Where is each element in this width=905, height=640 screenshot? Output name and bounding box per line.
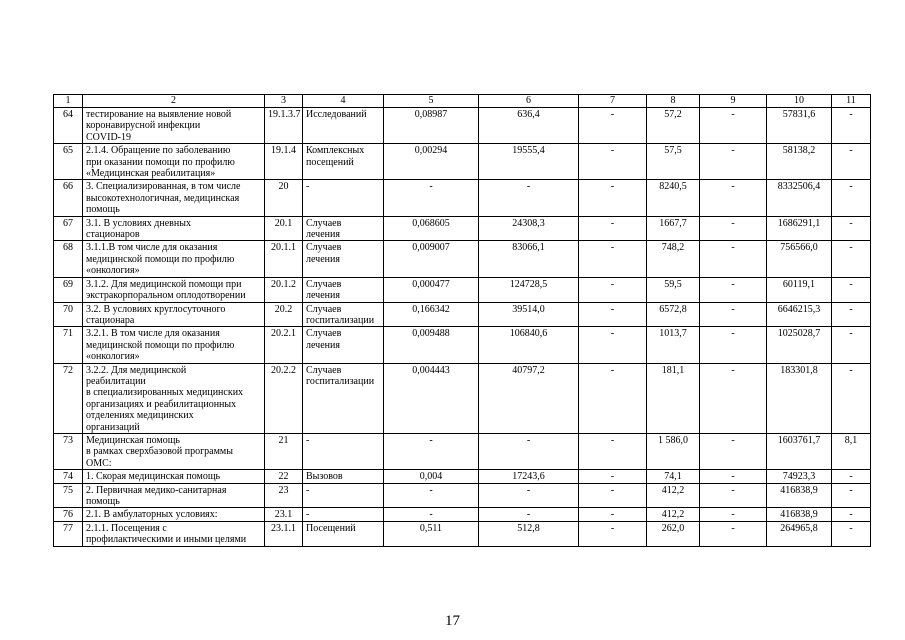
cell-col-9: - <box>700 327 767 363</box>
column-header-10: 10 <box>767 95 832 108</box>
cell-col-8: 1667,7 <box>647 216 700 241</box>
cell-cost: 636,4 <box>479 108 579 144</box>
cell-col-11: - <box>832 470 871 483</box>
cell-description: 3.1. В условиях дневных стационаров <box>83 216 265 241</box>
cell-col-8: 1 586,0 <box>647 433 700 469</box>
cell-code: 20.1.2 <box>265 277 303 302</box>
cell-cost: - <box>479 508 579 521</box>
column-header-5: 5 <box>384 95 479 108</box>
cell-code: 20.2 <box>265 302 303 327</box>
cell-col-7: - <box>579 108 647 144</box>
cell-col-11: - <box>832 108 871 144</box>
cell-col-11: - <box>832 216 871 241</box>
cell-cost: - <box>479 483 579 508</box>
table-row <box>54 363 871 433</box>
column-header-2: 2 <box>83 95 265 108</box>
cell-rate: 0,000477 <box>384 277 479 302</box>
cell-col-11: - <box>832 241 871 277</box>
cell-col-8: 8240,5 <box>647 180 700 216</box>
cell-description: Медицинская помощь в рамках сверхбазовой программы ОМС: <box>83 433 265 469</box>
cell-col-8: 1013,7 <box>647 327 700 363</box>
cell-col-9: - <box>700 508 767 521</box>
cell-col-11: - <box>832 521 871 546</box>
cell-cost: 17243,6 <box>479 470 579 483</box>
cell-col-11: 8,1 <box>832 433 871 469</box>
cell-description: 2.1.1. Посещения с профилактическими и иными целями <box>83 521 265 546</box>
cell-col-7: - <box>579 144 647 180</box>
cell-rate: 0,009488 <box>384 327 479 363</box>
cell-description: 3.2.1. В том числе для оказания медицинской помощи по профилю «онкология» <box>83 327 265 363</box>
cell-unit: - <box>303 180 384 216</box>
cell-rate: 0,009007 <box>384 241 479 277</box>
cell-code: 20.2.1 <box>265 327 303 363</box>
cell-unit: Случаев лечения <box>303 327 384 363</box>
column-header-9: 9 <box>700 95 767 108</box>
data-table <box>53 94 871 547</box>
cell-description: 2.1.4. Обращение по заболеванию при оказании помощи по профилю «Медицинская реабилитация» <box>83 144 265 180</box>
cell-col-10: 8332506,4 <box>767 180 832 216</box>
table-row <box>54 508 871 521</box>
cell-col-9: - <box>700 241 767 277</box>
column-header-1: 1 <box>54 95 83 108</box>
cell-col-8: 6572,8 <box>647 302 700 327</box>
table-row <box>54 302 871 327</box>
cell-col-10: 756566,0 <box>767 241 832 277</box>
cell-col-10: 60119,1 <box>767 277 832 302</box>
cell-cost: - <box>479 433 579 469</box>
cell-unit: Случаев госпитализации <box>303 363 384 433</box>
table-row <box>54 241 871 277</box>
cell-row-number: 68 <box>54 241 83 277</box>
cell-rate: - <box>384 508 479 521</box>
cell-code: 21 <box>265 433 303 469</box>
cell-col-11: - <box>832 327 871 363</box>
table-row <box>54 216 871 241</box>
cell-unit: Вызовов <box>303 470 384 483</box>
cell-description: 3. Специализированная, в том числе высокотехнологичная, медицинская помощь <box>83 180 265 216</box>
cell-col-11: - <box>832 277 871 302</box>
cell-col-7: - <box>579 483 647 508</box>
cell-description: 3.1.1.В том числе для оказания медицинской помощи по профилю «онкология» <box>83 241 265 277</box>
cell-col-11: - <box>832 508 871 521</box>
cell-row-number: 67 <box>54 216 83 241</box>
cell-row-number: 64 <box>54 108 83 144</box>
cell-col-7: - <box>579 327 647 363</box>
column-header-6: 6 <box>479 95 579 108</box>
cell-cost: 106840,6 <box>479 327 579 363</box>
cell-rate: 0,068605 <box>384 216 479 241</box>
column-header-11: 11 <box>832 95 871 108</box>
cell-col-10: 1025028,7 <box>767 327 832 363</box>
cell-row-number: 77 <box>54 521 83 546</box>
table-row <box>54 521 871 546</box>
table-row <box>54 470 871 483</box>
cell-cost: 40797,2 <box>479 363 579 433</box>
cell-rate: 0,511 <box>384 521 479 546</box>
cell-col-11: - <box>832 180 871 216</box>
cell-code: 20 <box>265 180 303 216</box>
cell-col-10: 1686291,1 <box>767 216 832 241</box>
cell-rate: 0,004 <box>384 470 479 483</box>
column-header-7: 7 <box>579 95 647 108</box>
cell-code: 20.1 <box>265 216 303 241</box>
cell-rate: - <box>384 483 479 508</box>
cell-col-8: 412,2 <box>647 483 700 508</box>
cell-unit: Случаев госпитализации <box>303 302 384 327</box>
cell-code: 20.1.1 <box>265 241 303 277</box>
cell-col-7: - <box>579 277 647 302</box>
cell-col-7: - <box>579 363 647 433</box>
column-header-4: 4 <box>303 95 384 108</box>
cell-description: 3.1.2. Для медицинской помощи при экстракорпоральном оплодотворении <box>83 277 265 302</box>
cell-unit: - <box>303 508 384 521</box>
table-row <box>54 327 871 363</box>
cell-col-7: - <box>579 216 647 241</box>
cell-description: 3.2.2. Для медицинской реабилитации в специализированных медицинских организациях и реабилитационных отделениях медицинских организаций <box>83 363 265 433</box>
cell-rate: - <box>384 433 479 469</box>
cell-col-10: 416838,9 <box>767 483 832 508</box>
cell-unit: Комплексных посещений <box>303 144 384 180</box>
table-row <box>54 483 871 508</box>
cell-row-number: 76 <box>54 508 83 521</box>
cell-rate: - <box>384 180 479 216</box>
cell-col-10: 416838,9 <box>767 508 832 521</box>
cell-col-8: 57,5 <box>647 144 700 180</box>
cell-col-10: 264965,8 <box>767 521 832 546</box>
cell-description: 3.2. В условиях круглосуточного стационара <box>83 302 265 327</box>
cell-col-11: - <box>832 302 871 327</box>
cell-col-7: - <box>579 241 647 277</box>
table-row <box>54 433 871 469</box>
cell-col-9: - <box>700 216 767 241</box>
table-row <box>54 180 871 216</box>
cell-unit: Исследований <box>303 108 384 144</box>
cell-col-10: 58138,2 <box>767 144 832 180</box>
column-header-8: 8 <box>647 95 700 108</box>
cell-description: 2. Первичная медико-санитарная помощь <box>83 483 265 508</box>
table-body <box>54 95 871 547</box>
cell-col-8: 412,2 <box>647 508 700 521</box>
cell-code: 22 <box>265 470 303 483</box>
cell-unit: Случаев лечения <box>303 277 384 302</box>
cell-unit: Случаев лечения <box>303 216 384 241</box>
cell-col-10: 6646215,3 <box>767 302 832 327</box>
page-number: 17 <box>445 613 460 629</box>
cell-row-number: 70 <box>54 302 83 327</box>
cell-rate: 0,08987 <box>384 108 479 144</box>
cell-col-11: - <box>832 144 871 180</box>
cell-col-10: 1603761,7 <box>767 433 832 469</box>
cell-col-9: - <box>700 302 767 327</box>
cell-col-8: 748,2 <box>647 241 700 277</box>
cell-row-number: 72 <box>54 363 83 433</box>
cell-code: 23 <box>265 483 303 508</box>
cell-description: тестирование на выявление новой коронавирусной инфекции COVID-19 <box>83 108 265 144</box>
table-row <box>54 108 871 144</box>
cell-col-8: 74,1 <box>647 470 700 483</box>
cell-row-number: 74 <box>54 470 83 483</box>
cell-col-9: - <box>700 363 767 433</box>
cell-code: 23.1 <box>265 508 303 521</box>
cell-col-7: - <box>579 521 647 546</box>
cell-col-10: 183301,8 <box>767 363 832 433</box>
cell-col-8: 57,2 <box>647 108 700 144</box>
cell-col-9: - <box>700 144 767 180</box>
cell-code: 19.1.4 <box>265 144 303 180</box>
cell-row-number: 69 <box>54 277 83 302</box>
cell-cost: 124728,5 <box>479 277 579 302</box>
cell-row-number: 73 <box>54 433 83 469</box>
cell-cost: - <box>479 180 579 216</box>
column-header-3: 3 <box>265 95 303 108</box>
cell-col-11: - <box>832 363 871 433</box>
cell-rate: 0,166342 <box>384 302 479 327</box>
cell-col-9: - <box>700 108 767 144</box>
cell-unit: Посещений <box>303 521 384 546</box>
cell-cost: 19555,4 <box>479 144 579 180</box>
cell-code: 23.1.1 <box>265 521 303 546</box>
cell-col-7: - <box>579 508 647 521</box>
cell-rate: 0,00294 <box>384 144 479 180</box>
cell-row-number: 66 <box>54 180 83 216</box>
cell-col-9: - <box>700 277 767 302</box>
cell-col-7: - <box>579 180 647 216</box>
cell-code: 19.1.3.7 <box>265 108 303 144</box>
cell-unit: - <box>303 483 384 508</box>
cell-col-8: 262,0 <box>647 521 700 546</box>
cell-col-9: - <box>700 470 767 483</box>
cell-col-9: - <box>700 180 767 216</box>
cell-col-7: - <box>579 433 647 469</box>
cell-cost: 83066,1 <box>479 241 579 277</box>
cell-description: 2.1. В амбулаторных условиях: <box>83 508 265 521</box>
cell-col-10: 74923,3 <box>767 470 832 483</box>
cell-rate: 0,004443 <box>384 363 479 433</box>
cell-unit: Случаев лечения <box>303 241 384 277</box>
cell-description: 1. Скорая медицинская помощь <box>83 470 265 483</box>
cell-col-10: 57831,6 <box>767 108 832 144</box>
cell-row-number: 65 <box>54 144 83 180</box>
cell-cost: 39514,0 <box>479 302 579 327</box>
cell-col-9: - <box>700 433 767 469</box>
cell-col-7: - <box>579 470 647 483</box>
cell-col-9: - <box>700 483 767 508</box>
cell-col-11: - <box>832 483 871 508</box>
table-row <box>54 277 871 302</box>
cell-cost: 512,8 <box>479 521 579 546</box>
cell-col-8: 181,1 <box>647 363 700 433</box>
cell-col-9: - <box>700 521 767 546</box>
table-header-row <box>54 95 871 108</box>
cell-col-8: 59,5 <box>647 277 700 302</box>
cell-col-7: - <box>579 302 647 327</box>
cell-cost: 24308,3 <box>479 216 579 241</box>
table-row <box>54 144 871 180</box>
cell-row-number: 75 <box>54 483 83 508</box>
cell-row-number: 71 <box>54 327 83 363</box>
cell-code: 20.2.2 <box>265 363 303 433</box>
cell-unit: - <box>303 433 384 469</box>
